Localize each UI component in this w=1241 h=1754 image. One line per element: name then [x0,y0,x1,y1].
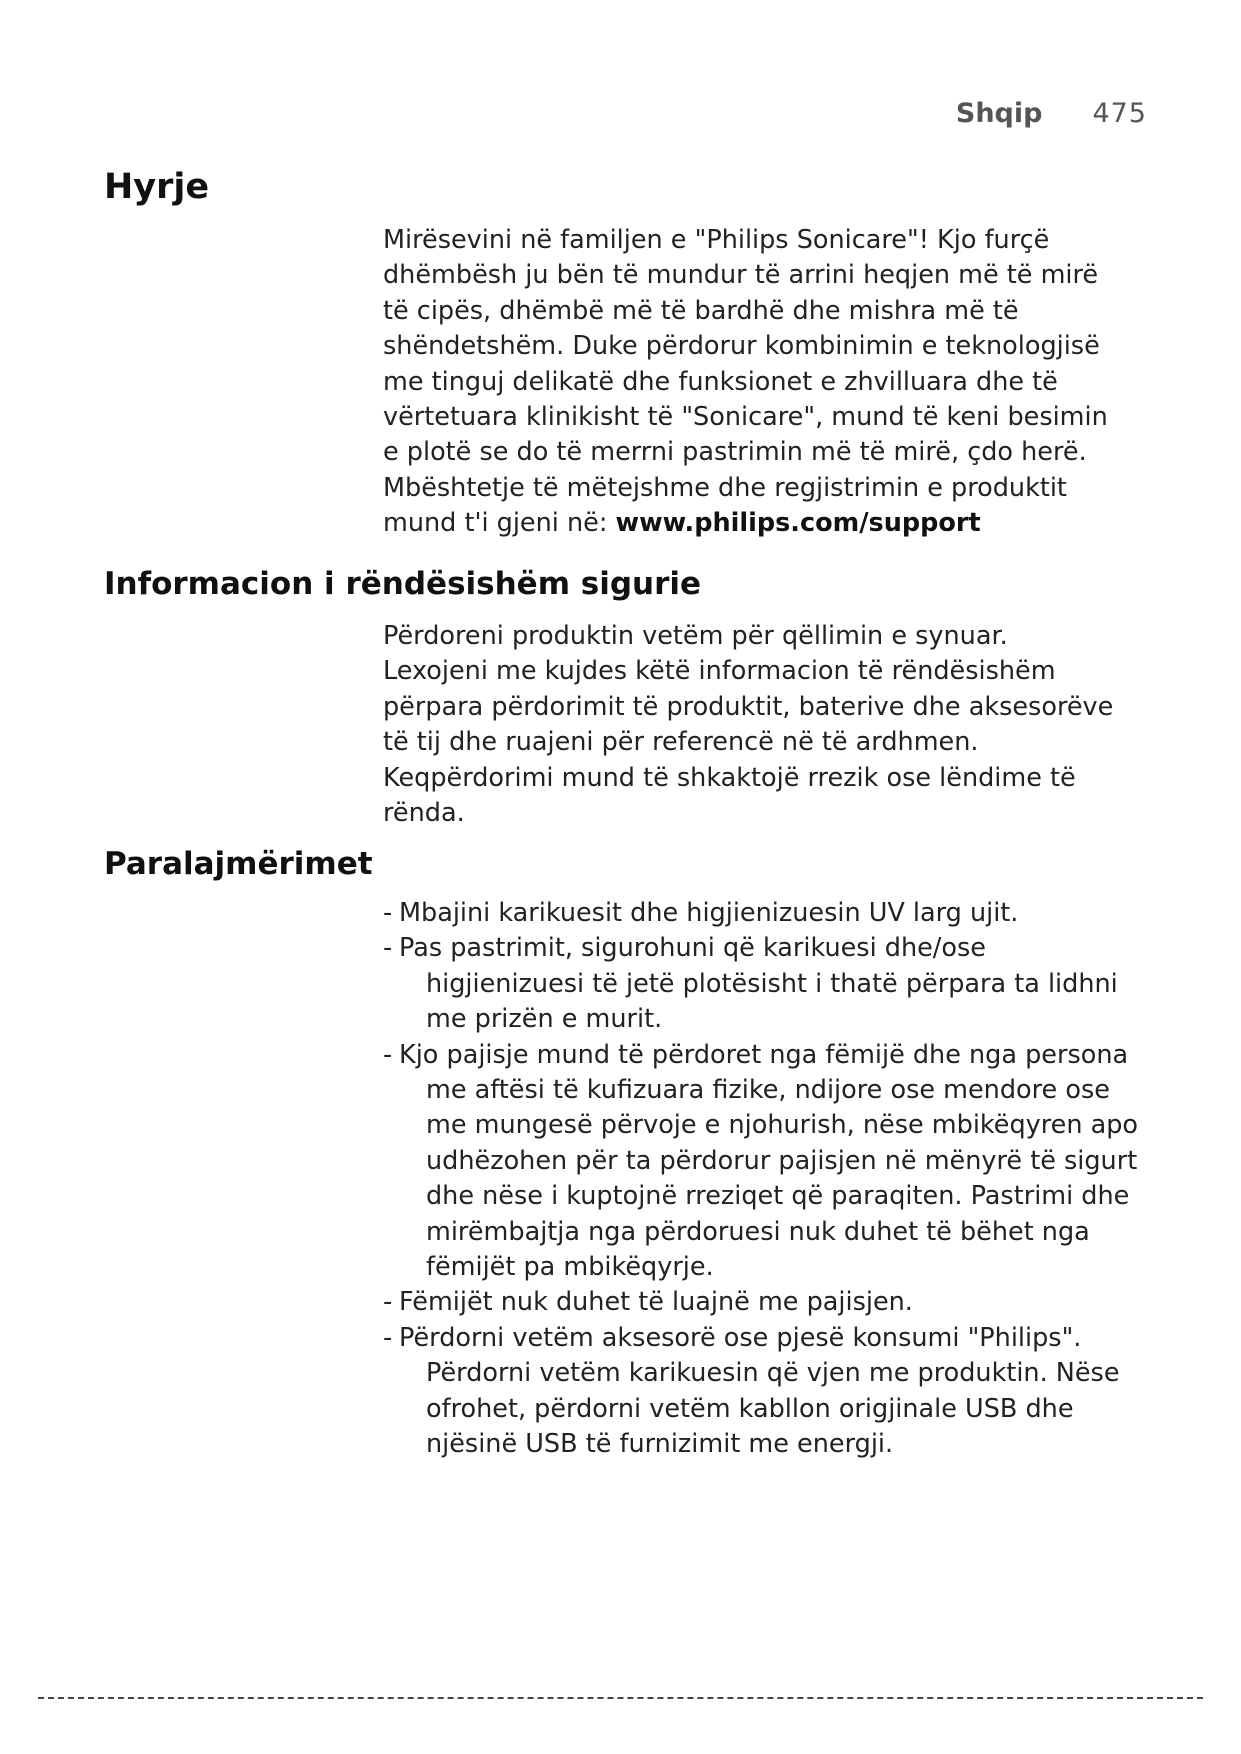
intro-line: Mirësevini në familjen e "Philips Sonicare"! Kjo furçë [383,225,1050,255]
intro-last-line-text: mund t'i gjeni në: [383,508,616,539]
dash-bullet: - [383,1039,393,1070]
intro-line: shëndetshëm. Duke përdorur kombinimin e teknologjisë [383,331,1100,362]
warning-text: Fëmijët nuk duhet të luajnë me pajisjen. [399,1287,913,1318]
warning-item [383,1321,1143,1463]
page-header [956,98,1147,129]
page-number: 475 [1092,98,1147,129]
dash-bullet: - [383,1322,393,1353]
intro-line: dhëmbësh ju bën të mundur të arrini heqjen më të mirë [383,260,1099,291]
dash-bullet: - [383,1287,393,1318]
safety-line: të tij dhe ruajeni për referencë në të ardhmen. [383,727,979,758]
safety-line: Keqpërdorimi mund të shkaktojë rrezik ose lëndime të [383,762,1076,793]
intro-line: e plotë se do të merrni pastrimin më të mirë, çdo herë. [383,437,1087,468]
safety-line: përpara përdorimit të produktit, baterive dhe aksesorëve [383,691,1114,722]
warning-item [383,1038,1143,1286]
warning-item [383,1285,1143,1320]
warning-text: Pas pastrimit, sigurohuni që karikuesi dhe/ose higjienizuesi të jetë plotësisht i thatë përpara ta lidhni me prizën e murit. [399,933,1118,1035]
warning-item [383,931,1143,1037]
footer-divider [38,1697,1203,1699]
intro-line [383,506,1143,541]
warnings-heading: Paralajmërimet [104,846,373,882]
language-label: Shqip [955,98,1043,129]
safety-line: Përdoreni produktin vetëm për qëllimin e synuar. [383,621,1008,651]
safety-paragraph [383,619,1143,831]
safety-line: rënda. [383,798,465,829]
dash-bullet: - [383,933,393,964]
dash-bullet: - [383,898,393,928]
intro-line: me tinguj delikatë dhe funksionet e zhvilluara dhe të [383,366,1058,397]
warning-item [383,896,1143,931]
safety-line: Lexojeni me kujdes këtë informacion të rëndësishëm [383,656,1056,687]
intro-line: vërtetuara klinikisht të "Sonicare", mund të keni besimin [383,402,1108,433]
warning-text: Përdorni vetëm aksesorë ose pjesë konsumi "Philips". Përdorni vetëm karikuesin që vjen me produktin. Nëse ofrohet, përdorni vetëm kabllon origjinale USB dhe njësinë USB të furnizimit me energji. [399,1322,1120,1460]
intro-heading: Hyrje [104,167,210,207]
intro-paragraph [383,223,1143,542]
intro-line: Mbështetje të mëtejshme dhe regjistrimin e produktit [383,472,1067,503]
warning-text: Mbajini karikuesit dhe higjienizuesin UV larg ujit. [399,898,1019,928]
intro-line: të cipës, dhëmbë më të bardhë dhe mishra më të [383,295,1019,326]
warning-text: Kjo pajisje mund të përdoret nga fëmijë dhe nga persona me aftësi të kufizuara fizike, ndijore ose mendore ose me mungesë përvoje e njohurish, nëse mbikëqyren apo udhëzohen për ta përdorur pajisjen në mënyrë të sigurt dhe nëse i kuptojnë rreziqet që paraqiten. Pastrimi dhe mirëmbajtja nga përdoruesi nuk duhet të bëhet nga fëmijët pa mbikëqyrje. [399,1039,1139,1283]
safety-heading: Informacion i rëndësishëm sigurie [104,566,702,602]
warnings-list [383,896,1143,1463]
support-url-link[interactable]: www.philips.com/support [615,508,981,539]
